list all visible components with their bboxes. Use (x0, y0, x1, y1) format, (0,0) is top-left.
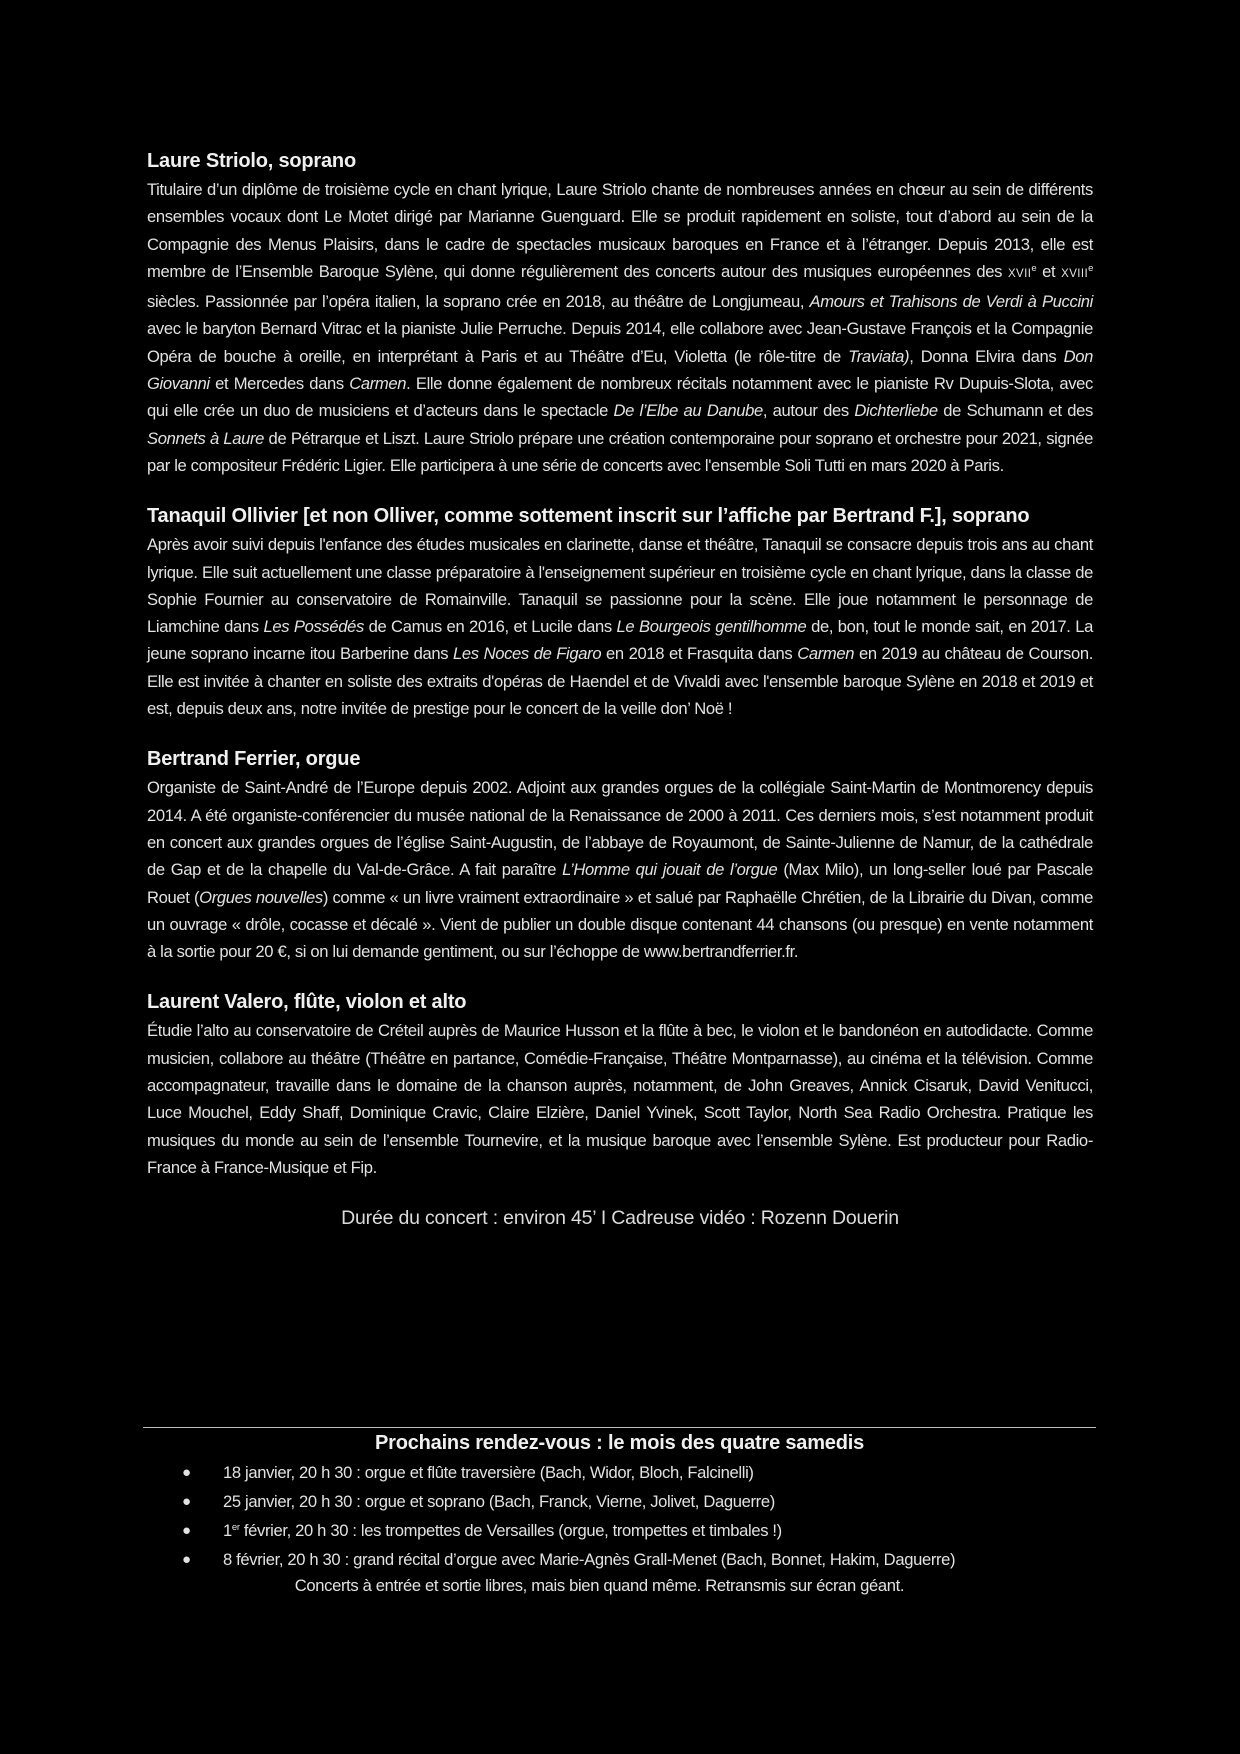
text-run: , Donna Elvira dans (909, 346, 1064, 366)
text-run: de Schumann et des (937, 401, 1093, 421)
closing-note: Concerts à entrée et sortie libres, mais bien quand même. Retransmis sur écran géant. (294, 1576, 905, 1595)
ordinal-suffix: e (1031, 262, 1037, 274)
bullet-icon: ● (182, 1522, 191, 1539)
work-title: Le Bourgeois gentilhomme (616, 617, 807, 637)
ordinal-suffix: e (1088, 262, 1093, 274)
bullet-icon: ● (182, 1551, 191, 1568)
event-list (143, 1458, 1096, 1574)
text-run: ) comme « un livre vraiment extraordinaire » et salué par Raphaëlle Chrétien, de la Librairie du Divan, comme un ouvrage « drôle, cocasse et décalé ». Vient de publier un double disque contenant 44 chansons (ou presque) en vente notamment à la sortie pour 20 €, si on lui demande gentiment, ou sur l’échoppe de www.bertrandferrier.fr. (147, 887, 1093, 962)
work-title: Amours et Trahisons de Verdi à Puccini (809, 292, 1094, 312)
text-run: de, bon, tout le monde sait, en 2017. La jeune soprano incarne itou Barberine dans (147, 617, 1093, 664)
work-title: Les Possédés (263, 617, 364, 637)
bio-name: Laure Striolo, soprano (147, 150, 356, 172)
bio-bertrand-ferrier (147, 748, 1093, 965)
bullet-icon: ● (182, 1493, 191, 1510)
work-title: Don Giovanni (147, 346, 1093, 394)
event-item (143, 1487, 1096, 1516)
text-run: (Max Milo), un long-seller loué par Pascale Rouet ( (147, 860, 1093, 907)
divider (143, 1427, 1096, 1428)
work-title: Traviata) (848, 346, 910, 366)
bio-laure-striolo (147, 150, 1093, 479)
upcoming-title: Prochains rendez-vous : le mois des quatre samedis (374, 1432, 865, 1454)
century-numeral: XVIII (1061, 267, 1089, 280)
work-title: Carmen (797, 644, 855, 664)
text-run: et Mercedes dans (209, 374, 350, 394)
concert-info: Durée du concert : environ 45’ I Cadreuse vidéo : Rozenn Douerin (341, 1207, 899, 1230)
text-run: , autour des (762, 401, 855, 421)
event-item (143, 1545, 1096, 1574)
text-run: Organiste de Saint-André de l’Europe depuis 2002. Adjoint aux grandes orgues de la collégiale Saint-Martin de Montmorency depuis 2014. A été organiste-conférencier du musée national de la Renaissance de 2000 à 2011. Ces derniers mois, s’est notamment produit en concert aux grandes orgues de l’église Saint-Augustin, de l’abbaye de Royaumont, de Sainte-Julienne de Namur, de la cathédrale de Gap et de la chapelle du Val-de-Grâce. A fait paraître (147, 778, 1093, 880)
bio-text (147, 1017, 1093, 1181)
bio-text (147, 774, 1093, 965)
bio-text (147, 176, 1093, 479)
event-text: 18 janvier, 20 h 30 : orgue et flûte traversière (Bach, Widor, Bloch, Falcinelli) (223, 1463, 754, 1482)
work-title: De l’Elbe au Danube (613, 401, 763, 421)
text-run: en 2019 au château de Courson. Elle est invitée à chanter en soliste des extraits d'opéras de Haendel et de Vivaldi avec l'ensemble baroque Sylène en 2018 et 2019 et est, depuis deux ans, notre invitée de prestige pour le concert de la veille don’ Noë ! (147, 644, 1094, 719)
text-run: en 2018 et Frasquita dans (601, 644, 798, 664)
text-run: siècles. Passionnée par l’opéra italien, la soprano crée en 2018, au théâtre de Longjumeau, (147, 292, 810, 312)
bio-name: Laurent Valero, flûte, violon et alto (147, 991, 467, 1014)
work-title: Dichterliebe (854, 401, 938, 421)
text-run: Étudie l’alto au conservatoire de Créteil auprès de Maurice Husson et la flûte à bec, le violon et le bandonéon en autodidacte. Comme musicien, collabore au théâtre (Théâtre en partance, Comédie-Française, Théâtre Montparnasse), au cinéma et la télévision. Comme accompagnateur, travaille dans le domaine de la chanson auprès, notamment, de John Greaves, Annick Cisaruk, David Venitucci, Luce Mouchel, Eddy Shaff, Dominique Cravic, Claire Elzière, Daniel Yvinek, Scott Taylor, North Sea Radio Orchestra. Pratique les musiques du monde au sein de l’ensemble Tournevire, et la musique baroque avec l’ensemble Sylène. Est producteur pour Radio-France à France-Musique et Fip. (147, 1021, 1093, 1177)
upcoming-events (143, 1427, 1096, 1598)
text-run: et (1036, 261, 1062, 281)
text-run: avec le baryton Bernard Vitrac et la pianiste Julie Perruche. Depuis 2014, elle collabore avec Jean-Gustave François et la Compagnie Opéra de bouche à oreille, en interprétant à Paris et au Théâtre d’Eu, Violetta (le rôle-titre de (147, 319, 1093, 366)
bio-laurent-valero (147, 991, 1093, 1181)
event-text: 25 janvier, 20 h 30 : orgue et soprano (Bach, Franck, Vierne, Jolivet, Daguerre) (223, 1492, 775, 1511)
event-text: 8 février, 20 h 30 : grand récital d’orgue avec Marie-Agnès Grall-Menet (Bach, Bonnet, Hakim, Daguerre) (223, 1550, 956, 1569)
work-title: Les Noces de Figaro (453, 644, 602, 664)
work-title: Orgues nouvelles (199, 887, 323, 907)
text-run: Titulaire d’un diplôme de troisième cycle en chant lyrique, Laure Striolo chante de nombreuses années en chœur au sein de différents ensembles vocaux dont Le Motet dirigé par Marianne Guenguard. Elle se produit rapidement en soliste, tout d’abord au sein de la Compagnie des Menus Plaisirs, dans le cadre de spectacles musicaux baroques en France et à l’étranger. Depuis 2013, elle est membre de l’Ensemble Baroque Sylène, qui donne régulièrement des concerts autour des musiques européennes des (147, 180, 1093, 281)
event-text: février, 20 h 30 : les trompettes de Versailles (orgue, trompettes et timbales !) (239, 1521, 782, 1540)
event-item (143, 1458, 1096, 1487)
work-title: Sonnets à Laure (147, 428, 265, 448)
bullet-icon: ● (182, 1464, 191, 1481)
text-run: . Elle donne également de nombreux récitals notamment avec le pianiste Rv Dupuis-Slota, avec qui elle crée un duo de musiciens et d’acteurs dans le spectacle (147, 374, 1093, 421)
bio-text (147, 531, 1093, 722)
ordinal-suffix: er (231, 1522, 240, 1533)
text-run: Après avoir suivi depuis l'enfance des études musicales en clarinette, danse et théâtre, Tanaquil se consacre depuis trois ans au chant lyrique. Elle suit actuellement une classe préparatoire à l'enseignement supérieur en troisième cycle en chant lyrique, dans la classe de Sophie Fournier au conservatoire de Romainville. Tanaquil se passionne pour la scène. Elle joue notamment le personnage de Liamchine dans (147, 535, 1093, 637)
century-numeral: XVII (1007, 267, 1032, 280)
biographies (147, 150, 1093, 1230)
text-run: de Pétrarque et Liszt. Laure Striolo prépare une création contemporaine pour soprano et orchestre pour 2021, signée par le compositeur Frédéric Ligier. Elle participera à une série de concerts avec l'ensemble Soli Tutti en mars 2020 à Paris. (147, 428, 1093, 475)
event-text: 1 (223, 1521, 232, 1540)
work-title: Carmen (349, 374, 407, 394)
bio-name: Tanaquil Ollivier [et non Olliver, comme sottement inscrit sur l’affiche par Bertrand F.], soprano (147, 505, 1030, 528)
event-item (143, 1516, 1096, 1545)
bio-tanaquil-ollivier (147, 505, 1093, 722)
text-run: de Camus en 2016, et Lucile dans (363, 617, 617, 637)
bio-name: Bertrand Ferrier, orgue (147, 748, 361, 771)
work-title: L’Homme qui jouait de l’orgue (562, 860, 778, 880)
